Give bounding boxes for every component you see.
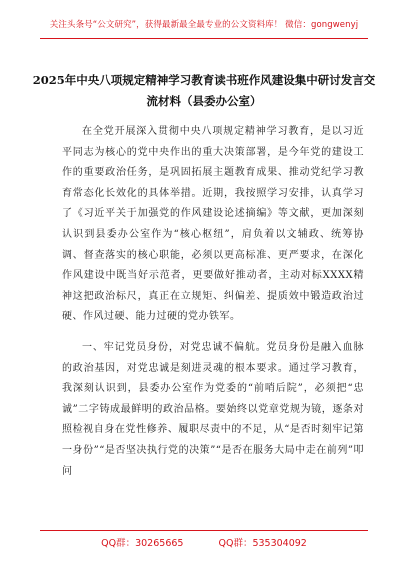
footer-divider — [40, 530, 368, 531]
body-paragraph: 一、牢记党员身份，对党忠诚不偏航。党员身份是融入血脉的政治基因，对党忠诚是刻进灵魂的根本要求。通过学习教育，我深刻认识到，县委办公室作为党委的“前哨后院”，必须把“忠诚”二字铸成最鲜明的政治品格。要始终以党章党规为镜，逐条对照检视自身在党性修养、履职尽责中的不足，从“是否时刻牢记第一身份”“是否坚决执行党的决策”“是否在服务大局中走在前列”叩问 — [62, 341, 364, 477]
footer — [0, 535, 408, 549]
document-body — [62, 122, 364, 492]
footer-qq-group-1: QQ群：30265665 — [101, 538, 184, 549]
header-divider — [40, 38, 368, 39]
header-note: 关注头条号“公文研究”，获得最新最全最专业的公文资料库！ 微信：gongwenyj — [49, 20, 359, 30]
footer-qq-group-2: QQ群：535304092 — [218, 538, 307, 549]
body-paragraph: 在全党开展深入贯彻中央八项规定精神学习教育，是以习近平同志为核心的党中央作出的重大决策部署，是今年党的建设工作的重要政治任务，是巩固拓展主题教育成果、推动党纪学习教育常态化长效化的具体举措。近期，我按照学习安排，认真学习了《习近平关于加强党的作风建设论述摘编》等文献，更加深刻认识到县委办公室作为“核心枢纽”，肩负着以文辅政、统筹协调、督查落实的核心职能，必须以更高标准、更严要求，在深化作风建设中既当好示范者，更要做好推动者，主动对标XXXX精神这把政治标尺，真正在立规矩、纠偏差、提质效中锻造政治过硬、作风过硬、能力过硬的党办铁军。 — [62, 126, 364, 323]
document-title: 2025年中央八项规定精神学习教育读书班作风建设集中研讨发言交流材料（县委办公室） — [32, 73, 376, 108]
